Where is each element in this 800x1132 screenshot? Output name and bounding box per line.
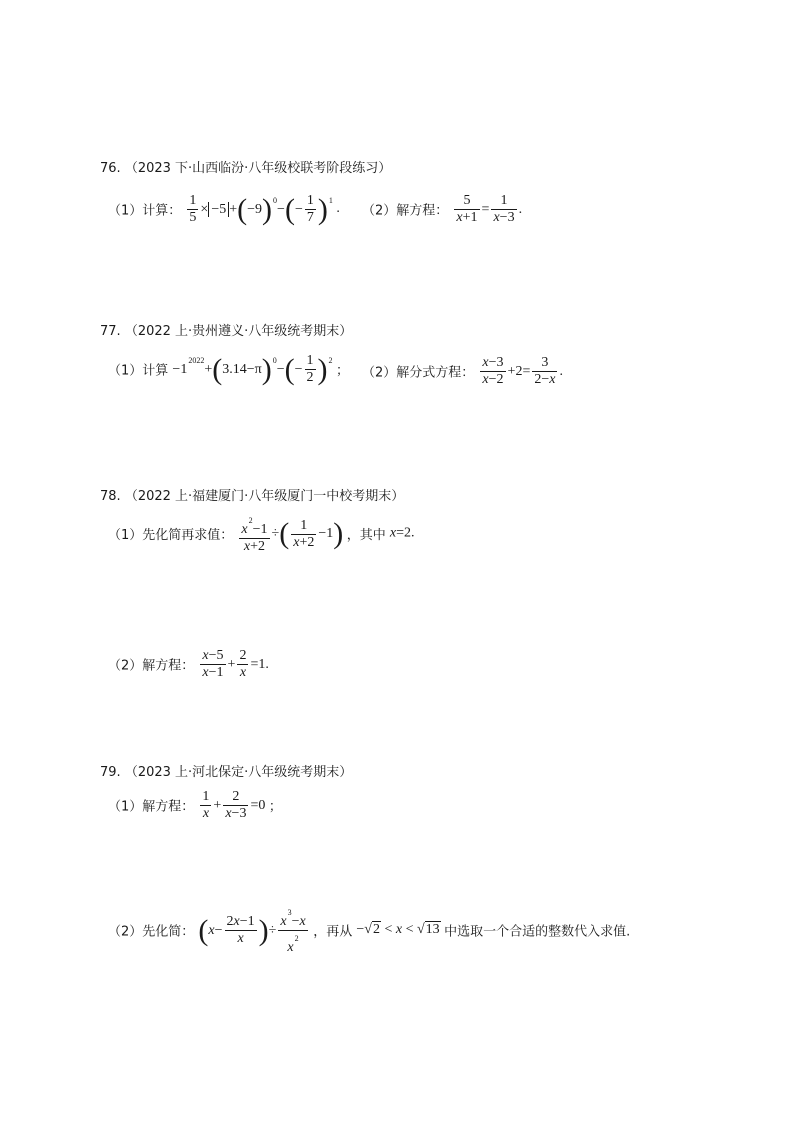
problem-source: （2022 上·福建厦门·八年级厦门一中校考期末） [124,489,405,504]
problem-number: 78. [100,489,121,504]
problem-77-part2 [362,355,563,388]
problem-78-part2 [108,648,269,681]
part-label: （1）计算 [108,363,169,379]
part-label: （2）解分式方程： [362,365,475,381]
problem-77-header [100,320,352,339]
part-label: （1）先化简再求值： [108,528,234,544]
problem-79-header [100,761,352,780]
problem-76-part1: （1）计算： $\frac{1}{5}$ × $-5 +(-9)^0-(-$ $\frac{1}{7}$ )$^1$ . [108,192,340,226]
equation: $\frac{5}{x+1}$ = $\frac{1}{x-3}$ . [456,193,523,225]
expression: $-1^{2022}+(3.14-\pi)^0-(-$ $\frac{1}{2}$ )$^2$ [172,352,333,386]
problem-number: 79. [100,765,121,780]
expression: $\frac{1}{5}$ × $-5 +(-9)^0-(-$ $\frac{1}{7}$ )$^1$ [189,192,333,226]
expression: $\frac{x^2-1}{x+2}$ ÷( $\frac{1}{x+2}$ −1) [237,526,346,541]
problem-number: 76. [100,161,121,176]
problem-source: （2023 下·山西临汾·八年级校联考阶段练习） [124,161,392,176]
problem-76-part2 [362,193,522,226]
part-label: （2）解方程： [108,658,195,674]
part-tail: ； [336,363,350,379]
problem-number: 77. [100,324,121,339]
part-tail: ，其中 [346,528,386,544]
part-label: （2）解方程： [362,203,449,219]
part-mid: ，再从 [313,924,353,940]
part-label: （1）计算： [108,203,182,219]
part-tail: ； [268,799,282,815]
part-label: （1）解方程： [108,799,195,815]
inequality: −√2 < x < √13 [356,922,440,938]
equation: $\frac{x-3}{x-2}$ +2= $\frac{3}{2-x}$ . [482,355,563,387]
problem-77-part1 [108,353,349,386]
problem-source: （2022 上·贵州遵义·八年级统考期末） [124,324,353,339]
problem-79-part1 [108,789,282,822]
problem-78-header [100,485,404,504]
part-tail: 中选取一个合适的整数代入求值. [444,924,631,940]
problem-76-header [100,157,391,176]
equation: $\frac{1}{x}$ + $\frac{2}{x-3}$ =0 [202,789,269,821]
equation: $\frac{x-5}{x-1}$ + $\frac{2}{x}$ =1. [202,648,269,680]
problem-79-part2 [108,905,630,956]
part-label: （2）先化简： [108,924,195,940]
problem-78-part1: （1）先化简再求值： $\frac{x^2-1}{x+2}$ ÷( $\frac{1}{x+2}$ −1) ，其中 x=2. [108,513,415,555]
problem-source: （2023 上·河北保定·八年级统考期末） [124,765,353,780]
expression: (x− $\frac{2x-1}{x}$ )÷ $\frac{x^3-x}{x^2}$ [198,923,313,938]
